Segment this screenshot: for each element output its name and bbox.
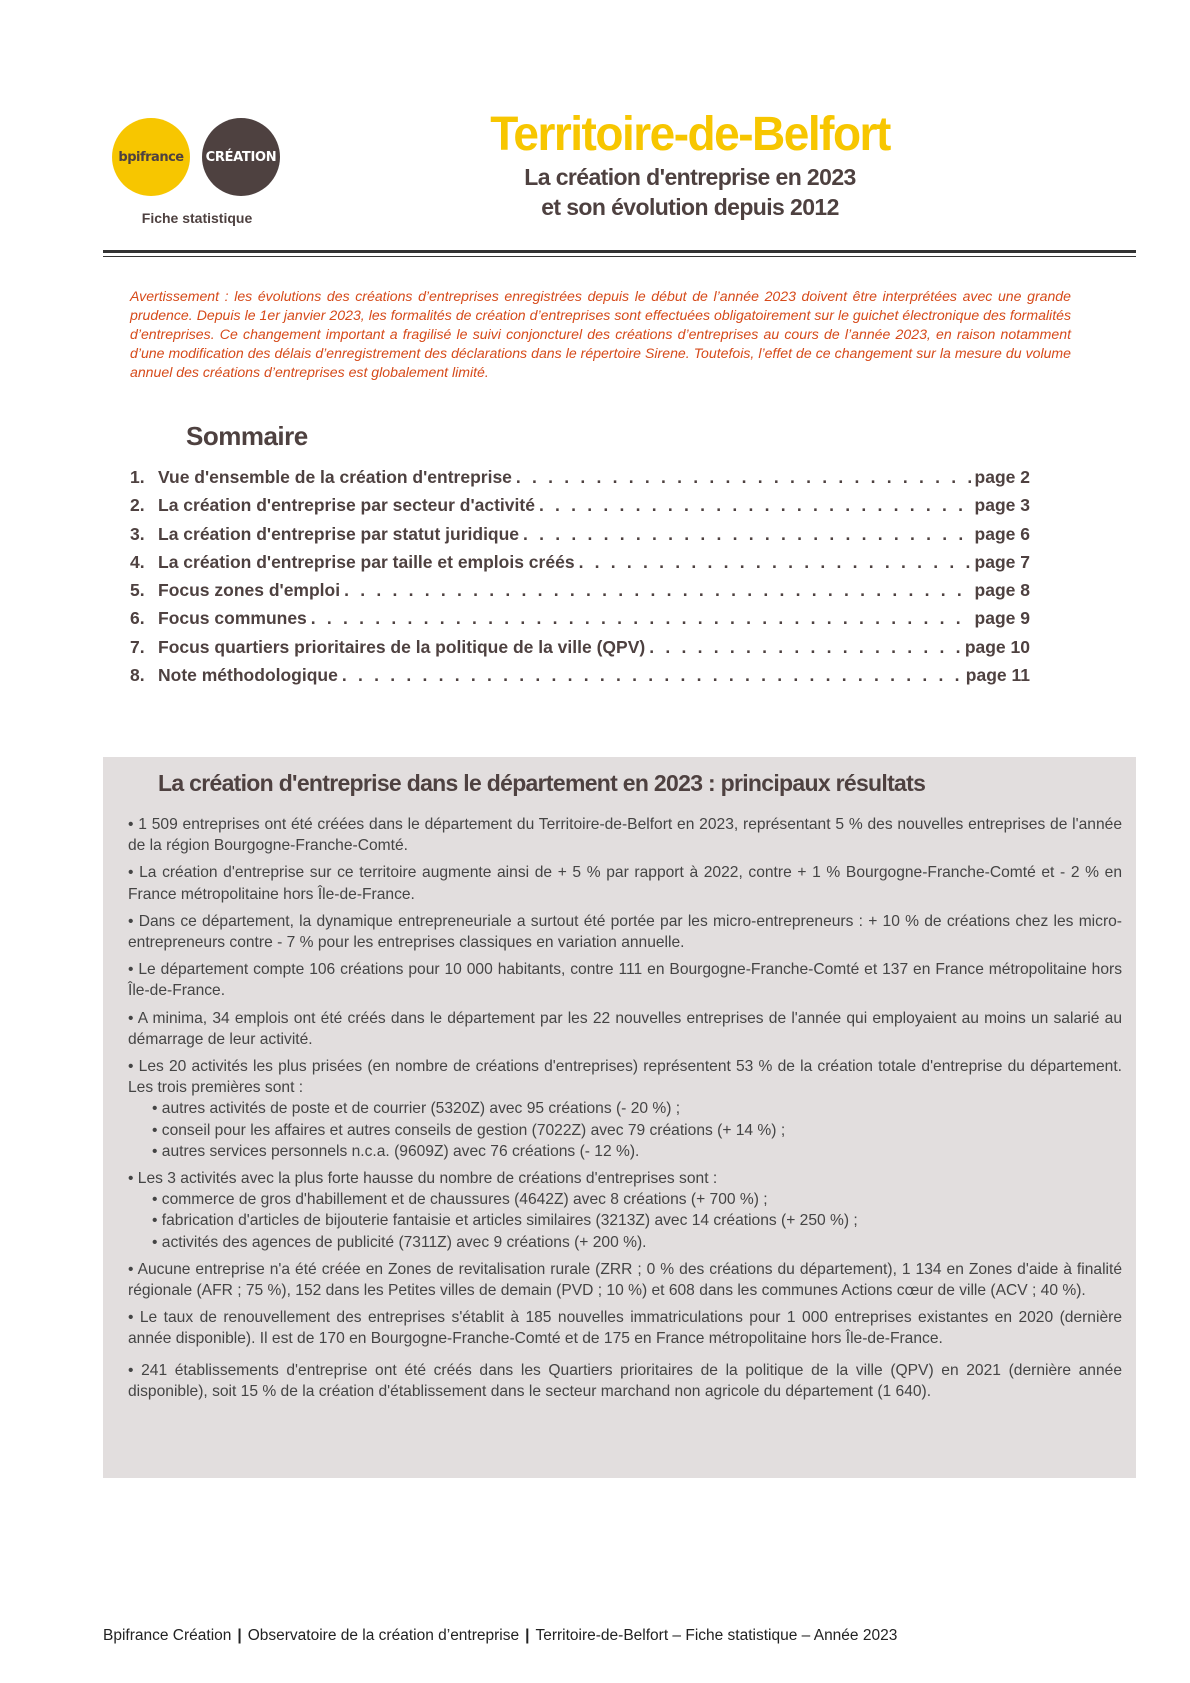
toc-item[interactable]: [130, 495, 1030, 523]
toc-label: Note méthodologique: [158, 665, 338, 686]
toc-page: page 6: [974, 523, 1030, 544]
bpifrance-logo-text: bpifrance: [118, 149, 184, 165]
toc-item[interactable]: [130, 552, 1030, 580]
toc-label: Focus zones d'emploi: [158, 580, 341, 601]
result-paragraph: • 241 établissements d'entreprise ont été créés dans les Quartiers prioritaires de la politique de la ville (QPV) en 2021 (dernière année disponible), soit 15 % de la création d'établissement dans le secteur marchand non agricole du département (1 640).: [128, 1361, 1122, 1400]
bpifrance-logo: [112, 118, 190, 196]
results-body: [128, 814, 1122, 1408]
sommaire-title: Sommaire: [186, 421, 308, 451]
fiche-label: Fiche statistique: [141, 210, 253, 226]
footer-document-info: Territoire-de-Belfort – Fiche statistique – Année 2023: [535, 1627, 898, 1644]
result-sub-item: • autres activités de poste et de courrier (5320Z) avec 95 créations (- 20 %) ;: [152, 1100, 681, 1118]
page-footer: [103, 1627, 897, 1645]
toc-page: page 11: [965, 665, 1030, 686]
toc-leader: [539, 495, 971, 516]
toc-number: 4.: [130, 551, 145, 572]
toc-leader: [523, 524, 971, 545]
toc-page: page 8: [974, 580, 1030, 601]
footer-separator: |: [237, 1627, 242, 1644]
toc-page: page 2: [974, 467, 1030, 487]
toc-number: 8.: [130, 665, 145, 686]
result-sub-item: • conseil pour les affaires et autres conseils de gestion (7022Z) avec 79 créations (+ 14 %) ;: [152, 1121, 786, 1139]
toc-leader: [311, 608, 971, 629]
result-sub-item: • activités des agences de publicité (7311Z) avec 9 créations (+ 200 %).: [152, 1233, 647, 1251]
result-paragraph: • La création d'entreprise sur ce territoire augmente ainsi de + 5 % par rapport à 2022, contre + 1 % Bourgogne-Franche-Comté et - 2 % en France métropolitaine hors Île-de-France.: [128, 864, 1122, 903]
footer-observatory: Observatoire de la création d’entreprise: [247, 1627, 520, 1644]
results-box: [103, 757, 1136, 1478]
page-subtitle-line1: La création d'entreprise en 2023: [524, 164, 856, 190]
page-title: Territoire-de-Belfort: [490, 105, 890, 161]
toc-item[interactable]: [130, 467, 1030, 495]
result-paragraph: • A minima, 34 emplois ont été créés dans le département par les 22 nouvelles entreprises de l'année qui employaient au moins un salarié au démarrage de leur activité.: [128, 1009, 1122, 1048]
creation-logo-text: CRÉATION: [205, 149, 277, 165]
toc-leader: [344, 580, 970, 601]
toc-page: page 9: [974, 608, 1030, 629]
result-paragraph: • Le département compte 106 créations pour 10 000 habitants, contre 111 en Bourgogne-Franche-Comté et 137 en France métropolitaine hors Île-de-France.: [128, 961, 1122, 1000]
toc-number: 1.: [130, 467, 145, 487]
toc-item[interactable]: [130, 665, 1030, 693]
toc-item[interactable]: [130, 580, 1030, 608]
result-sub-item: • commerce de gros d'habillement et de chaussures (4642Z) avec 8 créations (+ 700 %) ;: [152, 1191, 768, 1209]
creation-logo: [202, 118, 280, 196]
toc-leader: [579, 552, 971, 573]
toc-leader: [516, 467, 971, 488]
result-paragraph: • Les 20 activités les plus prisées (en nombre de créations d'entreprises) représentent 53 % de la création totale d'entreprise du département. Les trois premières sont :: [128, 1058, 1122, 1097]
toc-page: page 3: [974, 495, 1030, 516]
toc-number: 3.: [130, 523, 145, 544]
toc-number: 7.: [130, 636, 145, 657]
result-paragraph: • Le taux de renouvellement des entreprises s'établit à 185 nouvelles immatriculations pour 1 000 entreprises existantes en 2020 (dernière année disponible). Il est de 170 en Bourgogne-Franche-Comté et de 175 en France métropolitaine hors Île-de-France.: [128, 1309, 1122, 1348]
header-rule-thin: [103, 256, 1136, 257]
logo-group: [112, 118, 282, 228]
toc-label: Focus quartiers prioritaires de la politique de la ville (QPV): [158, 636, 646, 657]
page-subtitle-line2: et son évolution depuis 2012: [541, 194, 839, 220]
toc-number: 5.: [130, 580, 145, 601]
result-paragraph: • Dans ce département, la dynamique entrepreneuriale a surtout été portée par les micro-entrepreneurs : + 10 % de créations chez les micro-entrepreneurs contre - 7 % pour les entreprises classiques en variation annuelle.: [128, 912, 1122, 952]
title-block: [430, 105, 950, 222]
toc-item[interactable]: [130, 637, 1030, 665]
toc-label: La création d'entreprise par taille et emplois créés: [158, 551, 575, 572]
toc-label: La création d'entreprise par statut juridique: [158, 523, 520, 544]
toc-page: page 10: [964, 636, 1030, 657]
result-paragraph: • Aucune entreprise n'a été créée en Zones de revitalisation rurale (ZRR ; 0 % des créations du département), 1 134 en Zones d'aide à finalité régionale (AFR ; 75 %), 152 dans les Petites villes de demain (PVD ; 10 %) et 608 dans les communes Actions cœur de ville (ACV ; 40 %).: [128, 1260, 1122, 1300]
results-title: La création d'entreprise dans le département en 2023 : principaux résultats: [158, 770, 926, 796]
result-paragraph: • 1 509 entreprises ont été créées dans le département du Territoire-de-Belfort en 2023, représentant 5 % des nouvelles entreprises de l'année de la région Bourgogne-Franche-Comté.: [128, 816, 1122, 855]
footer-publisher: Bpifrance Création: [103, 1627, 232, 1644]
warning-notice: Avertissement : les évolutions des créations d’entreprises enregistrées depuis le début de l’année 2023 doivent être interprétées avec une grande prudence. Depuis le 1er janvier 2023, les formalités de création d’entreprises sont effectuées obligatoirement sur le guichet électronique des formalités d’entreprises. Ce changement important a fragilisé le suivi conjoncturel des créations d’entreprises au cours de l’année 2023, en raison notamment d’une modification des délais d’enregistrement des déclarations dans le répertoire Sirene. Toutefois, l’effet de ce changement sur la mesure du volume annuel des créations d’entreprises est globalement limité.: [130, 288, 1071, 380]
toc-item[interactable]: [130, 608, 1030, 636]
toc-label: Vue d'ensemble de la création d'entreprise: [158, 467, 512, 487]
toc-label: La création d'entreprise par secteur d'activité: [158, 495, 535, 516]
toc-number: 6.: [130, 608, 145, 629]
footer-separator: |: [525, 1627, 530, 1644]
toc-item[interactable]: [130, 524, 1030, 552]
toc-label: Focus communes: [158, 608, 307, 629]
toc-leader: [649, 637, 961, 658]
table-of-contents: [130, 467, 1030, 693]
toc-leader: [342, 665, 962, 686]
result-sub-item: • autres services personnels n.c.a. (9609Z) avec 76 créations (- 12 %).: [152, 1142, 640, 1160]
toc-page: page 7: [974, 551, 1030, 572]
result-sub-item: • fabrication d'articles de bijouterie fantaisie et articles similaires (3213Z) avec 14 créations (+ 250 %) ;: [152, 1212, 858, 1230]
toc-number: 2.: [130, 495, 145, 516]
header-rule-thick: [103, 250, 1136, 253]
result-paragraph: • Les 3 activités avec la plus forte hausse du nombre de créations d'entreprises sont :: [128, 1170, 718, 1188]
